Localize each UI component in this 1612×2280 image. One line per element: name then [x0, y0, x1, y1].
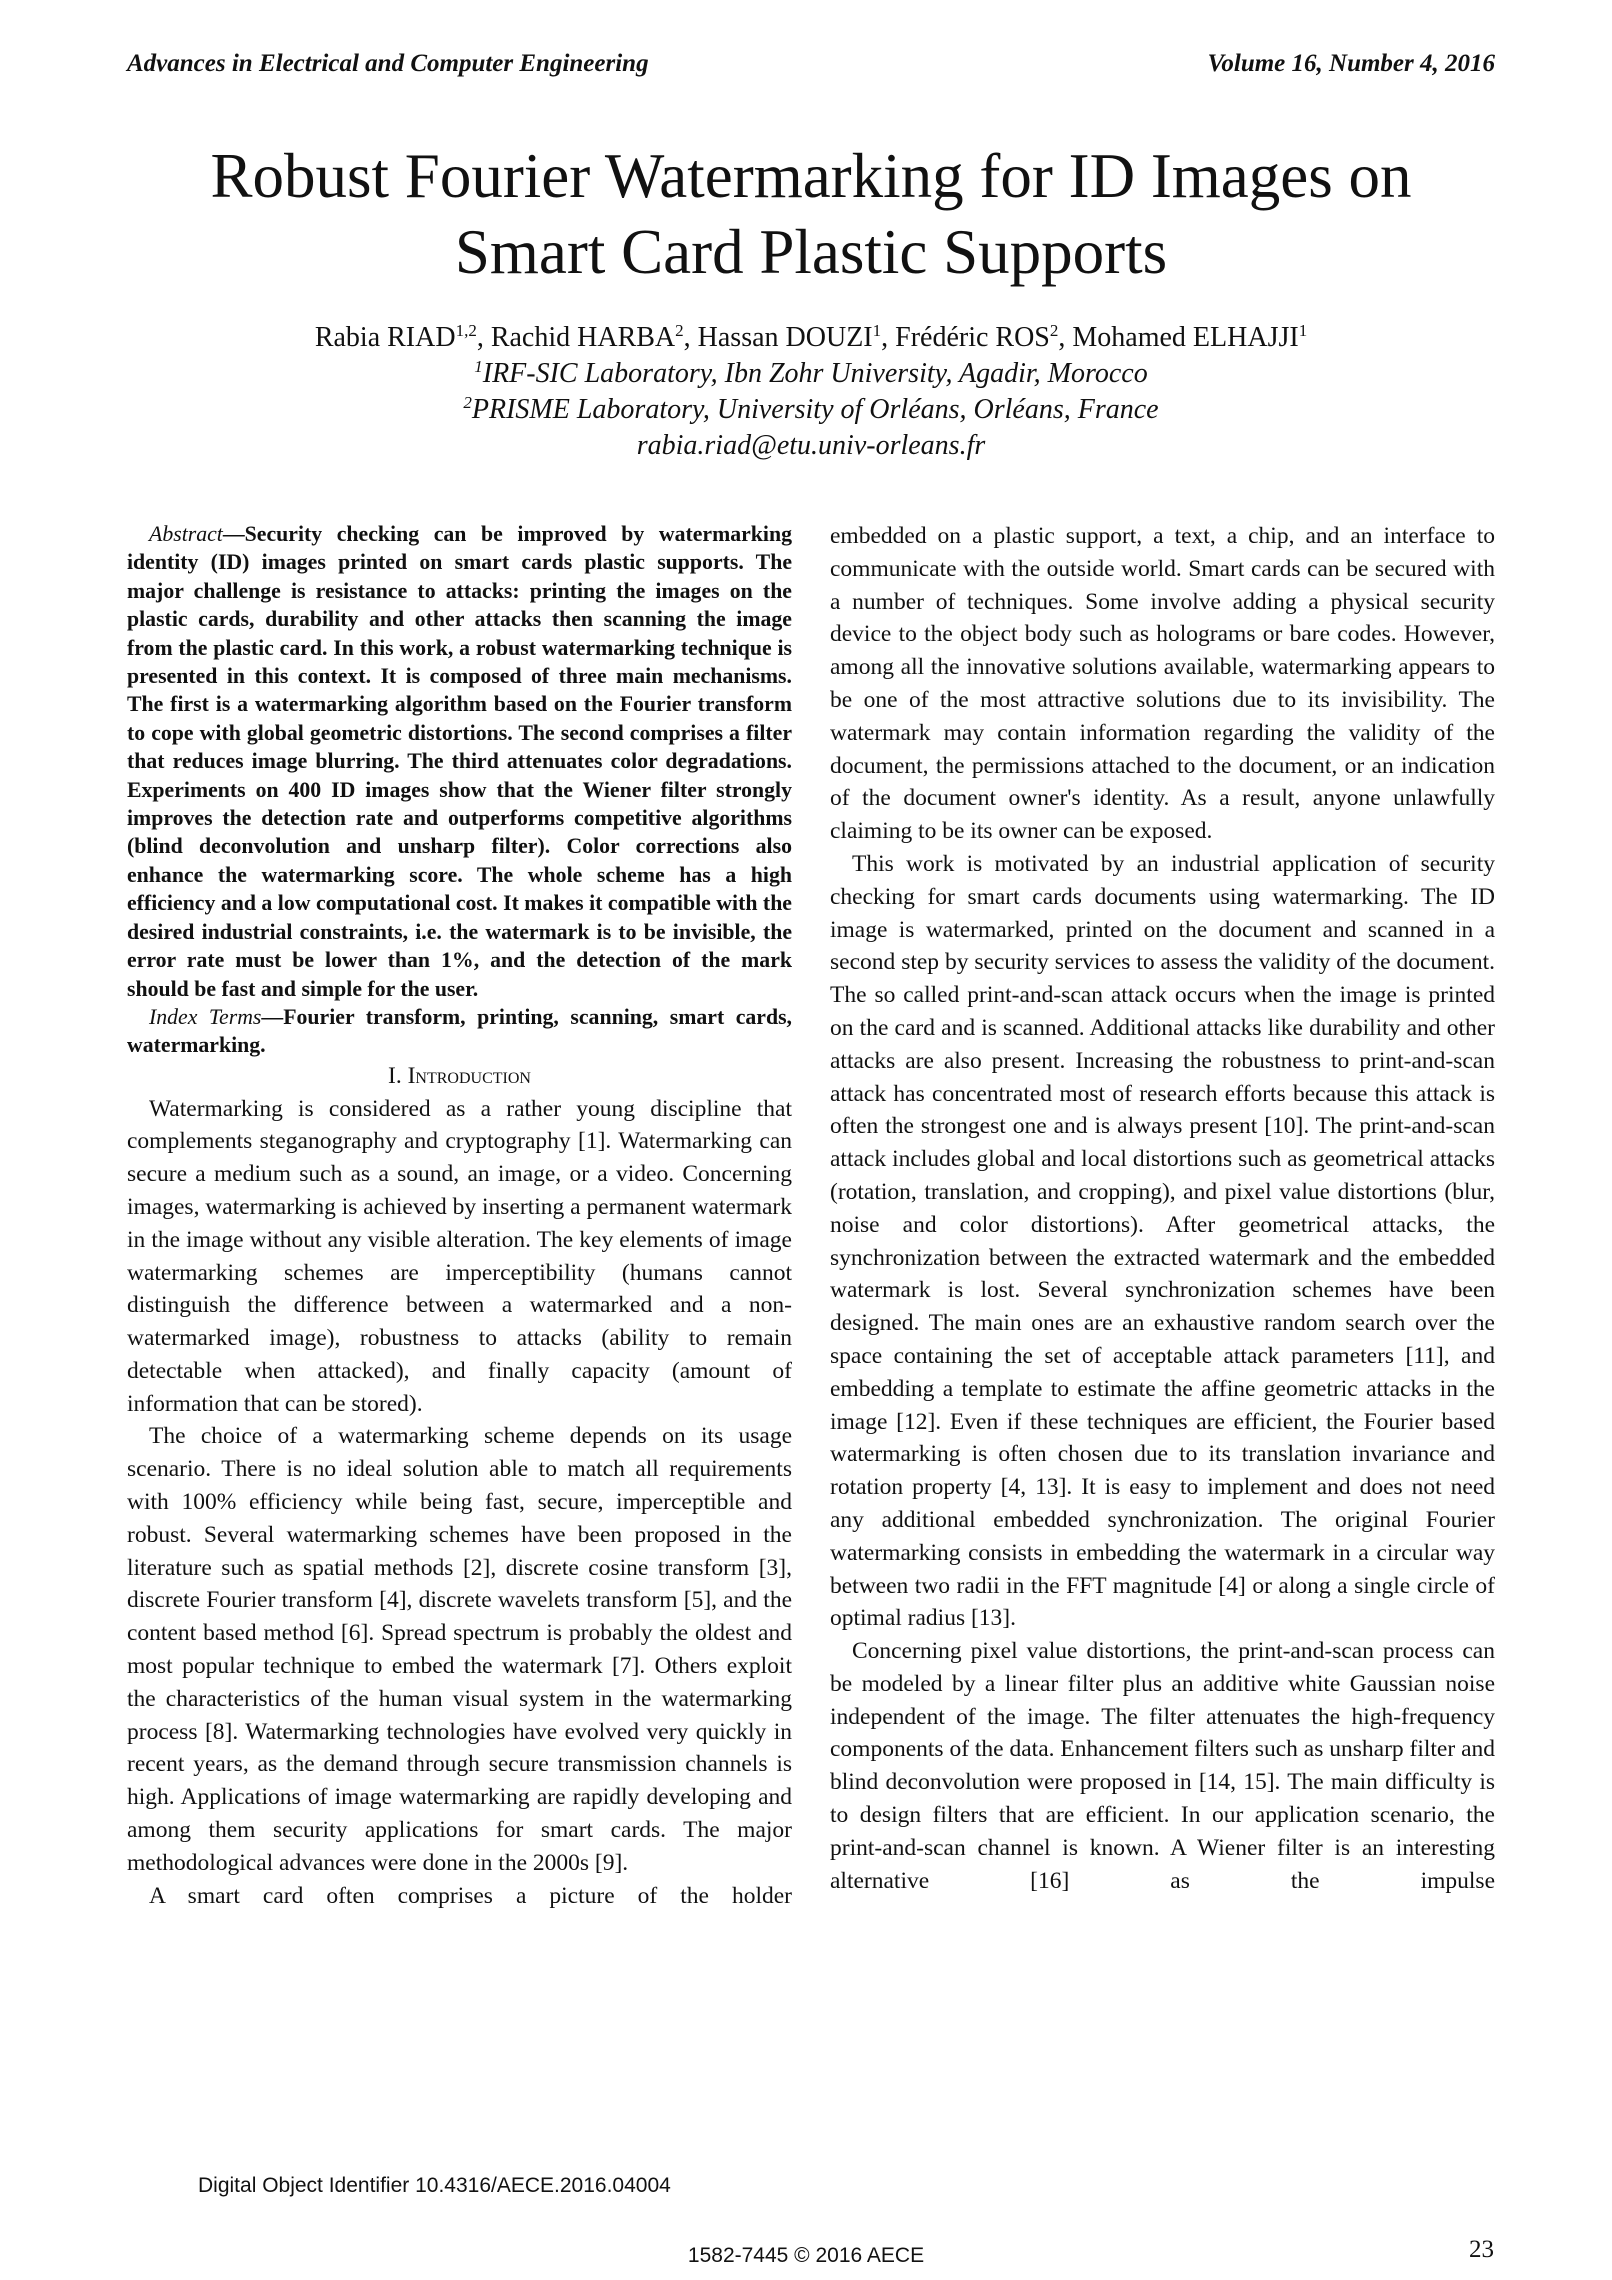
- author-name: , Hassan DOUZI: [683, 322, 873, 353]
- volume-info: Volume 16, Number 4, 2016: [1207, 50, 1495, 77]
- section-heading: [127, 1060, 792, 1093]
- author-affiliation-mark: 2: [1049, 321, 1059, 340]
- paragraph: A smart card often comprises a picture of the holder: [149, 1882, 792, 1909]
- affiliation-text: IRF-SIC Laboratory, Ibn Zohr University, Agadir, Morocco: [482, 358, 1148, 389]
- abstract: [127, 520, 792, 1003]
- paragraph: This work is motivated by an industrial application of security checking for smart cards documents using watermarking. The ID image is watermarked, printed on the document and scanned in a second step by security services to assess the validity of the document. The so called print-and-scan attack occurs when the image is printed on the card and is scanned. Additional attacks like durability and other attacks are also present. Increasing the robustness to print-and-scan attack has concentrated most of research efforts because this attack is often the strongest one and is always present [10]. The print-and-scan attack includes global and local distortions such as geometrical attacks (rotation, translation, and cropping), and pixel value distortions (blur, noise and color distortions). After geometrical attacks, the synchronization between the extracted watermark and the embedded watermark is lost. Several synchronization schemes have been designed. The main ones are an exhaustive random search over the space containing the set of acceptable attack parameters [11], and embedding a template to estimate the affine geometric attacks in the image [12]. Even if these techniques are efficient, the Fourier based watermarking is often chosen due to its translation invariance and rotation property [4, 13]. It is easy to implement and does not need any additional embedded synchronization. The original Fourier watermarking consists in embedding the watermark in a circular way between two radii in the FFT magnitude [4] or along a single circle of optimal radius [13].: [830, 850, 1495, 1632]
- author-name: , Frédéric ROS: [881, 322, 1050, 353]
- section-number: I.: [388, 1062, 408, 1089]
- paragraph: Concerning pixel value distortions, the print-and-scan process can be modeled by a linear filter plus an additive white Gaussian noise independent of the image. The filter attenuates the high-frequency components of the data. Enhancement filters such as unsharp filter and blind deconvolution were proposed in [14, 15]. The main difficulty is to design filters that are efficient. In our application scenario, the print-and-scan channel is known. A Wiener filter is an interesting alternative [16] as the impulse: [830, 1638, 1495, 1894]
- author-list: [127, 320, 1495, 356]
- affiliation-2: [127, 392, 1495, 428]
- right-column: [830, 520, 1495, 1897]
- author-affiliation-mark: 2: [675, 321, 684, 340]
- journal-name: Advances in Electrical and Computer Engineering: [127, 50, 649, 77]
- index-terms: [127, 1003, 792, 1060]
- doi: Digital Object Identifier 10.4316/AECE.2016.04004: [198, 2174, 671, 2197]
- author-block: [127, 320, 1495, 464]
- abstract-label: Abstract: [149, 522, 223, 546]
- title-line-1: Robust Fourier Watermarking for ID Images on: [210, 141, 1412, 211]
- paragraph: Watermarking is considered as a rather young discipline that complements steganography and cryptography [1]. Watermarking can secure a medium such as a sound, an image, or a video. Concerning images, watermarking is achieved by inserting a permanent watermark in the image without any visible alteration. The key elements of image watermarking schemes are imperceptibility (humans cannot distinguish the difference between a watermarked and a non-watermarked image), robustness to attacks (ability to remain detectable when attacked), and finally capacity (amount of information that can be stored).: [127, 1095, 792, 1417]
- paper-title: [127, 138, 1495, 290]
- title-line-2: Smart Card Plastic Supports: [454, 217, 1168, 287]
- affiliation-1: [127, 356, 1495, 392]
- affiliation-mark: 2: [463, 393, 472, 412]
- author-name: , Rachid HARBA: [476, 322, 676, 353]
- author-name: Rabia RIAD: [314, 322, 456, 353]
- left-column: [127, 520, 792, 1912]
- author-email[interactable]: rabia.riad@etu.univ-orleans.fr: [636, 430, 986, 461]
- abstract-text: —Security checking can be improved by watermarking identity (ID) images printed on smart cards plastic supports. The major challenge is resistance to attacks: printing the images on the plastic cards, durability and other attacks then scanning the image from the plastic card. In this work, a robust watermarking technique is presented in this context. It is composed of three main mechanisms. The first is a watermarking algorithm based on the Fourier transform to cope with global geometric distortions. The second comprises a filter that reduces image blurring. The third attenuates color degradations. Experiments on 400 ID images show that the Wiener filter strongly improves the detection rate and outperforms competitive algorithms (blind deconvolution and unsharp filter). Color corrections also enhance the watermarking score. The whole scheme has a high efficiency and a low computational cost. It makes it compatible with the desired industrial constraints, i.e. the watermark is to be invisible, the error rate must be lower than 1%, and the detection of the mark should be fast and simple for the user.: [127, 522, 792, 1001]
- author-affiliation-mark: 1: [872, 321, 882, 340]
- index-terms-text: —Fourier transform, printing, scanning, smart cards, watermarking.: [127, 1004, 793, 1058]
- author-name: , Mohamed ELHAJJI: [1058, 322, 1299, 353]
- paragraph: The choice of a watermarking scheme depends on its usage scenario. There is no ideal solution able to match all requirements with 100% efficiency while being fast, secure, imperceptible and robust. Several watermarking schemes have been proposed in the literature such as spatial methods [2], discrete cosine transform [3], discrete Fourier transform [4], discrete wavelets transform [5], and the content based method [6]. Spread spectrum is probably the oldest and most popular technique to embed the watermark [7]. Others exploit the characteristics of the human visual system in the watermarking process [8]. Watermarking technologies have evolved very quickly in recent years, as the demand through secure transmission channels is high. Applications of image watermarking are rapidly developing and among them security applications for smart cards. The major methodological advances were done in the 2000s [9].: [127, 1423, 792, 1876]
- paragraph: embedded on a plastic support, a text, a chip, and an interface to communicate with the outside world. Smart cards can be secured with a number of techniques. Some involve adding a physical security device to the object body such as holograms or bare codes. However, among all the innovative solutions available, watermarking appears to be one of the most attractive solutions due to its invisibility. The watermark may contain information regarding the validity of the document, the permissions attached to the document, or an indication of the document owner's identity. As a result, anyone unlawfully claiming to be its owner can be exposed.: [830, 523, 1495, 845]
- affiliation-mark: 1: [474, 357, 483, 376]
- affiliation-text: PRISME Laboratory, University of Orléans, Orléans, France: [471, 394, 1159, 425]
- issn-copyright: 1582-7445 © 2016 AECE: [687, 2244, 925, 2267]
- index-terms-label: Index Terms: [149, 1004, 262, 1029]
- author-affiliation-mark: 1: [1298, 321, 1308, 340]
- page-number: 23: [1469, 2236, 1494, 2263]
- author-affiliation-mark: 1,2: [455, 321, 477, 340]
- section-title: Introduction: [407, 1062, 531, 1089]
